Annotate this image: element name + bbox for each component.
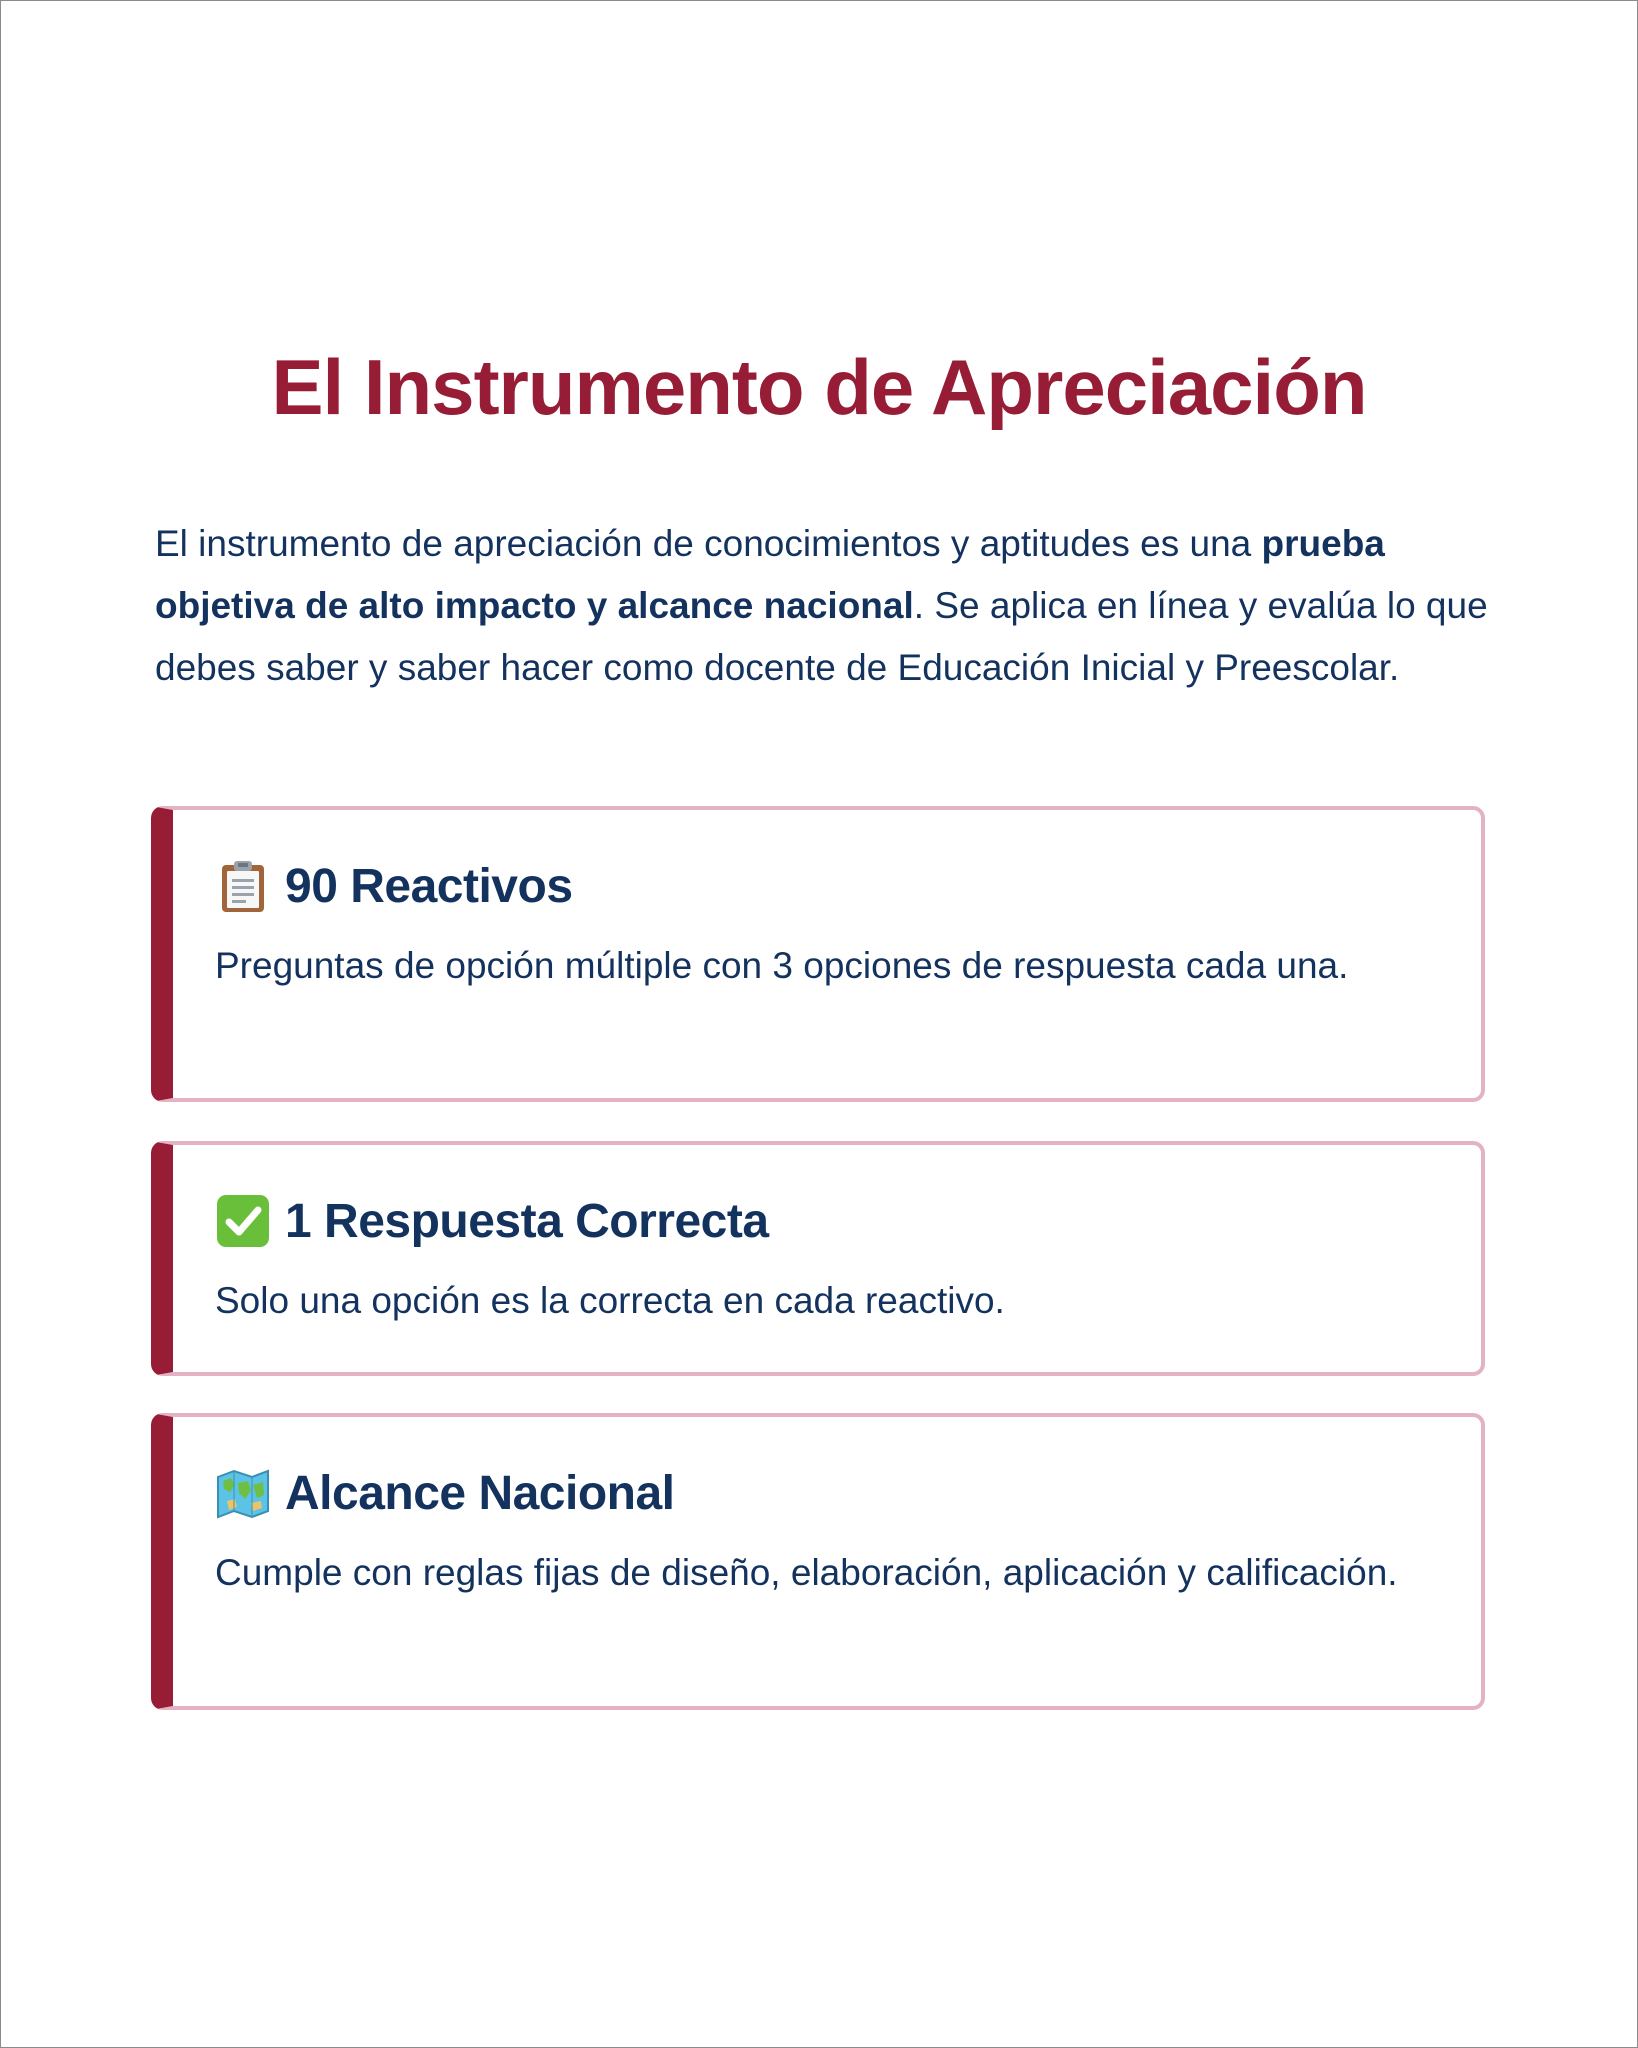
card-title-text: 90 Reactivos [285,859,573,913]
card-description: Solo una opción es la correcta en cada reactivo. [215,1280,1005,1321]
card-alcance-nacional [151,1413,1485,1710]
card-reactivos [151,806,1485,1102]
check-mark-icon [215,1193,271,1249]
card-respuesta-correcta [151,1141,1485,1376]
card-title [215,1186,1441,1256]
card-title-text: 1 Respuesta Correcta [285,1194,769,1248]
intro-text-bold: prueba objetiva de alto impacto y alcance nacional [155,523,1385,626]
card-title [215,851,1441,921]
intro-text-start: El instrumento de apreciación de conocimientos y aptitudes es una [155,523,1262,564]
page-title: El Instrumento de Apreciación [271,343,1367,431]
card-title-text: Alcance Nacional [285,1466,675,1520]
card-description: Cumple con reglas fijas de diseño, elaboración, aplicación y calificación. [215,1552,1398,1593]
card-description: Preguntas de opción múltiple con 3 opciones de respuesta cada una. [215,945,1349,986]
intro-paragraph [155,513,1491,699]
card-title [215,1458,1441,1528]
world-map-icon [215,1465,271,1521]
clipboard-icon [215,858,271,914]
intro-text-end: . Se aplica en línea y evalúa lo que debes saber y saber hacer como docente de Educación Inicial y Preescolar. [155,585,1488,688]
